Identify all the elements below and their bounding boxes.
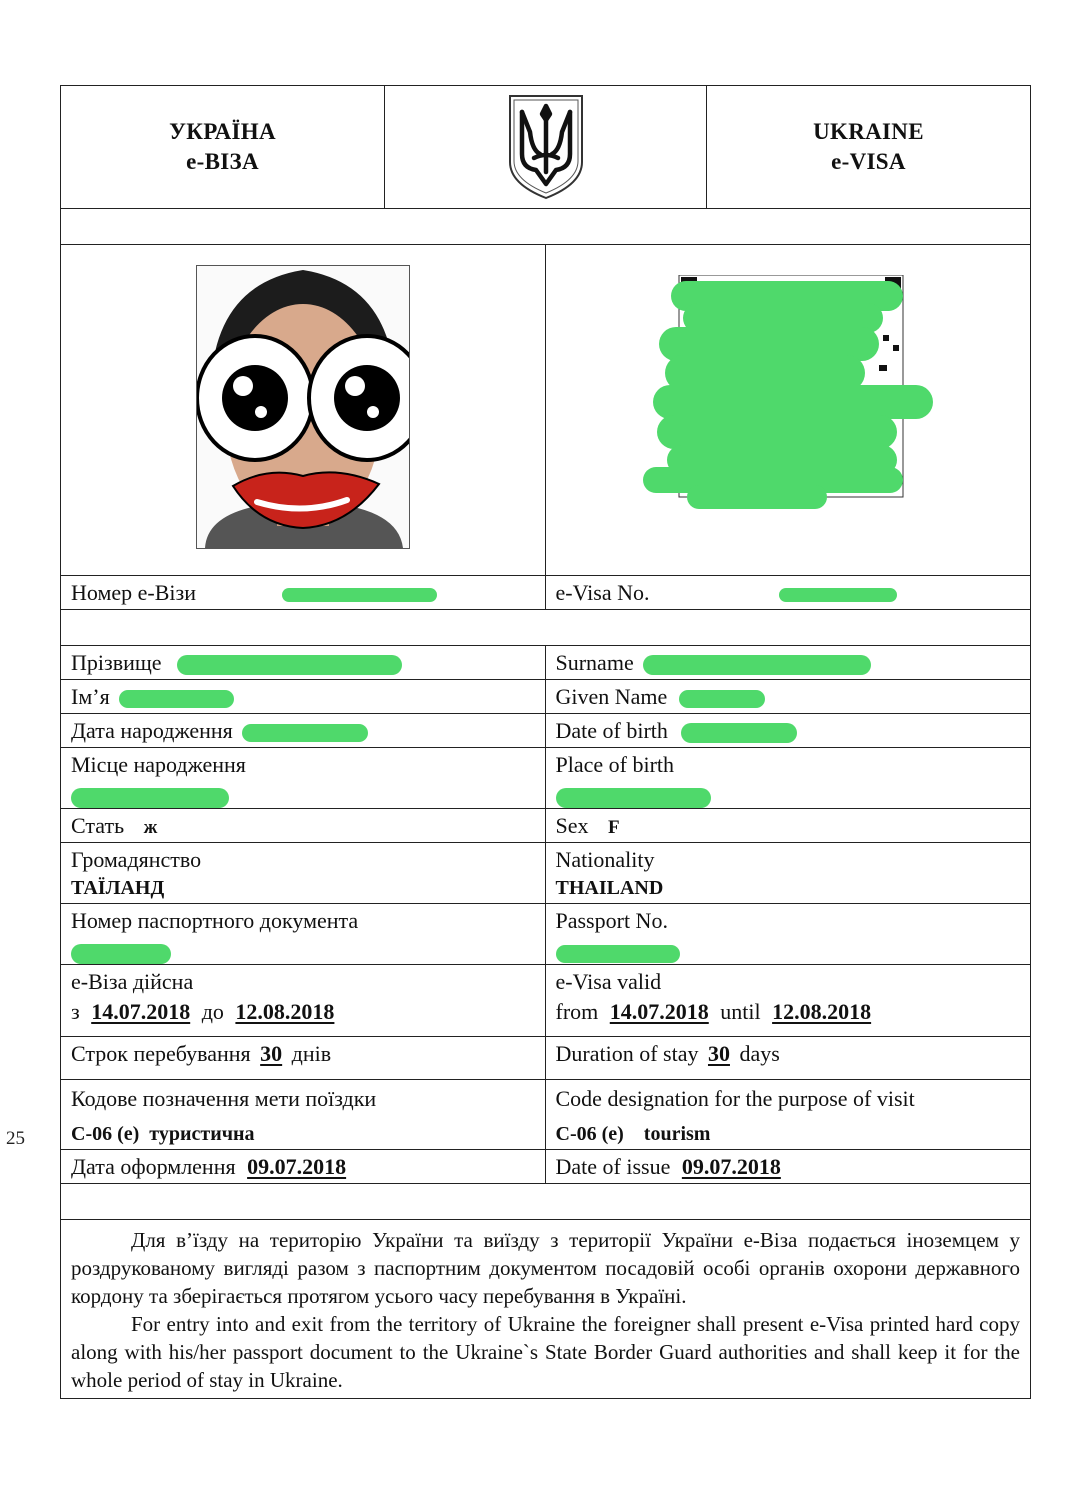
given-name-ua xyxy=(61,680,546,713)
place-of-birth-row xyxy=(61,748,1030,809)
nationality-row xyxy=(61,843,1030,904)
purpose-en xyxy=(546,1080,1031,1149)
issue-date-ua: 09.07.2018 xyxy=(247,1154,347,1179)
validity-label-en: e-Visa valid xyxy=(555,969,662,994)
issue-label-en: Date of issue xyxy=(555,1154,671,1179)
place-of-birth-ua xyxy=(61,748,546,808)
issue-label-ua: Дата оформлення xyxy=(71,1154,236,1179)
sex-label-en: Sex xyxy=(555,813,589,838)
pob-label-en: Place of birth xyxy=(555,752,675,777)
surname-label-ua: Прізвище xyxy=(71,650,162,675)
nationality-value-ua: ТАЇЛАНД xyxy=(71,877,165,899)
header-row xyxy=(61,86,1030,209)
date-of-birth-row xyxy=(61,714,1030,748)
validity-label-ua: е-Віза дійсна xyxy=(71,969,194,994)
notice-ukrainian: Для в’їзду на територію України та виїзду з території України е-Віза подається іноземцем у роздрукованому вигляді разом з паспортним документом посадовій особі органів охорони державного кордону та зберігається протягом усього часу перебування в Україні. xyxy=(71,1228,1020,1308)
spacer-row xyxy=(61,610,1030,646)
given-name-row xyxy=(61,680,1030,714)
validity-date-to-ua: 12.08.2018 xyxy=(235,999,335,1024)
stay-label-en: Duration of stay xyxy=(555,1041,699,1066)
redaction-mark xyxy=(556,788,711,808)
visa-number-row xyxy=(61,576,1030,610)
stay-row xyxy=(61,1037,1030,1080)
notice-block xyxy=(61,1220,1030,1398)
validity-date-from-en: 14.07.2018 xyxy=(609,999,709,1024)
given-name-en xyxy=(546,680,1031,713)
evisa-document xyxy=(60,85,1031,1399)
stay-en xyxy=(546,1037,1031,1079)
redaction-mark xyxy=(556,945,680,963)
photo-row xyxy=(61,245,1030,576)
header-title-en: UKRAINE xyxy=(813,119,924,144)
purpose-ua xyxy=(61,1080,546,1149)
header-ukrainian xyxy=(61,86,384,208)
portrait-photo-icon xyxy=(196,265,410,549)
dob-label-en: Date of birth xyxy=(555,718,668,743)
line-number: 25 xyxy=(6,1128,25,1149)
validity-date-from-ua: 14.07.2018 xyxy=(91,999,191,1024)
redaction-mark xyxy=(71,788,229,808)
header-title-ua: УКРАЇНА xyxy=(169,119,276,144)
stay-label-ua: Строк перебування xyxy=(71,1041,251,1066)
stay-unit-en: days xyxy=(739,1041,780,1066)
date-of-birth-ua xyxy=(61,714,546,747)
redaction-mark xyxy=(71,944,171,964)
redaction-mark xyxy=(779,588,897,602)
visa-number-label-en: e-Visa No. xyxy=(555,580,650,605)
stay-ua xyxy=(61,1037,546,1079)
visa-number-en xyxy=(546,576,1031,609)
purpose-value-ua: С-06 (е) туристична xyxy=(71,1123,255,1145)
passport-label-ua: Номер паспортного документа xyxy=(71,908,359,933)
sex-label-ua: Стать xyxy=(71,813,125,838)
sex-value-en: F xyxy=(608,817,620,838)
visa-number-ua xyxy=(61,576,546,609)
nationality-label-ua: Громадянство xyxy=(71,847,202,872)
issue-row xyxy=(61,1150,1030,1184)
redaction-mark xyxy=(177,655,402,675)
passport-row xyxy=(61,904,1030,965)
stay-days-ua: 30 xyxy=(260,1041,283,1066)
dob-label-ua: Дата народження xyxy=(71,718,233,743)
surname-row xyxy=(61,646,1030,680)
validity-to-word-ua: до xyxy=(201,999,224,1024)
stay-unit-ua: днів xyxy=(291,1041,332,1066)
purpose-label-en: Code designation for the purpose of visit xyxy=(555,1086,915,1111)
validity-from-word-ua: з xyxy=(71,999,80,1024)
given-name-label-ua: Ім’я xyxy=(71,684,110,709)
validity-en xyxy=(546,965,1031,1036)
qr-code-icon xyxy=(643,275,933,515)
sex-value-ua: ж xyxy=(143,817,158,838)
passport-ua xyxy=(61,904,546,964)
nationality-en xyxy=(546,843,1031,903)
purpose-row xyxy=(61,1080,1030,1150)
nationality-value-en: THAILAND xyxy=(555,877,664,899)
date-of-birth-en xyxy=(546,714,1031,747)
header-subtitle-ua: е-ВІЗА xyxy=(186,149,259,174)
emblem-cell xyxy=(384,86,707,208)
surname-en xyxy=(546,646,1031,679)
passport-label-en: Passport No. xyxy=(555,908,668,933)
nationality-label-en: Nationality xyxy=(555,847,655,872)
sex-en xyxy=(546,809,1031,842)
sex-ua xyxy=(61,809,546,842)
validity-ua xyxy=(61,965,546,1036)
issue-ua xyxy=(61,1150,546,1183)
qr-cell xyxy=(546,245,1031,575)
surname-ua xyxy=(61,646,546,679)
issue-en xyxy=(546,1150,1031,1183)
surname-label-en: Surname xyxy=(555,650,634,675)
spacer-row xyxy=(61,1184,1030,1220)
given-name-label-en: Given Name xyxy=(555,684,668,709)
validity-date-to-en: 12.08.2018 xyxy=(772,999,872,1024)
purpose-label-ua: Кодове позначення мети поїздки xyxy=(71,1086,377,1111)
sex-row xyxy=(61,809,1030,843)
redaction-mark xyxy=(681,723,797,743)
photo-cell xyxy=(61,245,546,575)
visa-number-label-ua: Номер е-Візи xyxy=(71,580,196,605)
pob-label-ua: Місце народження xyxy=(71,752,246,777)
spacer-row xyxy=(61,209,1030,245)
issue-date-en: 09.07.2018 xyxy=(681,1154,781,1179)
place-of-birth-en xyxy=(546,748,1031,808)
header-subtitle-en: e-VISA xyxy=(831,149,906,174)
trident-coat-of-arms-icon xyxy=(506,92,586,202)
redaction-mark xyxy=(643,655,871,675)
nationality-ua xyxy=(61,843,546,903)
stay-days-en: 30 xyxy=(707,1041,730,1066)
validity-row xyxy=(61,965,1030,1037)
header-english xyxy=(707,86,1030,208)
notice-english: For entry into and exit from the territory of Ukraine the foreigner shall present e-Visa printed hard copy along with his/her passport document to the Ukraine`s State Border Guard authorities and shall keep it for the whole period of stay in Ukraine. xyxy=(71,1312,1020,1392)
passport-en xyxy=(546,904,1031,964)
redaction-mark xyxy=(679,690,765,708)
redaction-mark xyxy=(282,588,437,602)
validity-to-word-en: until xyxy=(720,999,761,1024)
purpose-value-en: С-06 (е) tourism xyxy=(555,1123,711,1145)
redaction-mark xyxy=(119,690,234,708)
redaction-mark xyxy=(242,724,368,742)
validity-from-word-en: from xyxy=(555,999,599,1024)
